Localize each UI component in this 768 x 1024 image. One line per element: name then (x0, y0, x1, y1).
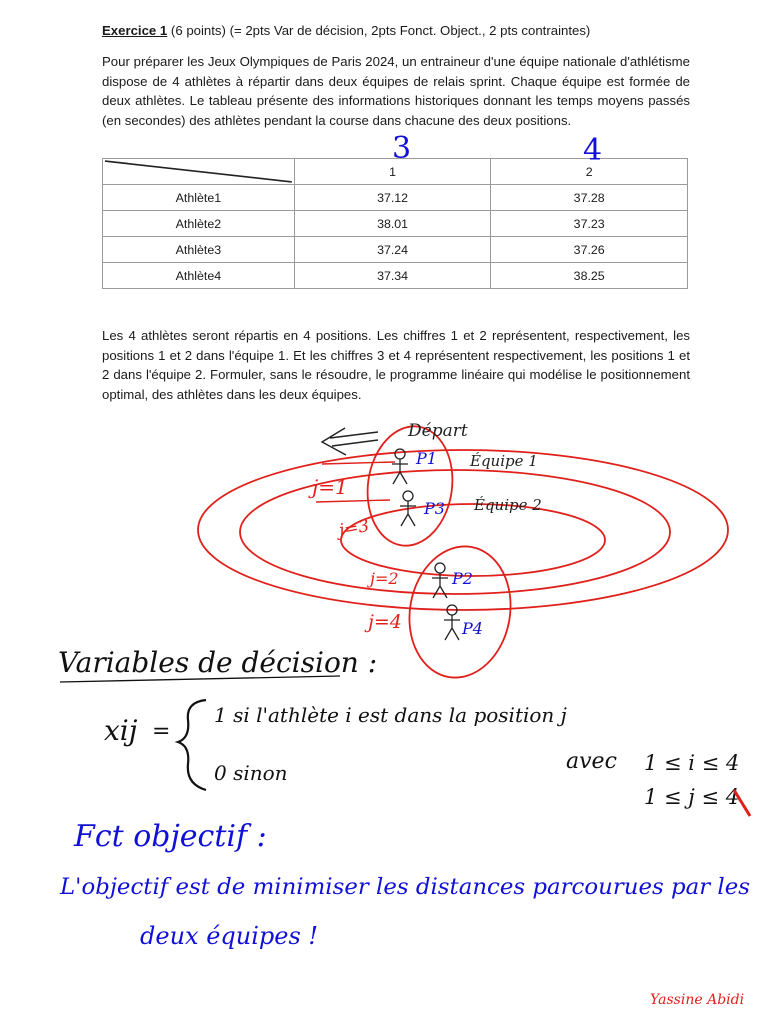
track-center-oval (341, 504, 605, 576)
team2-circle (399, 538, 520, 685)
objective-line-1: L'objectif est de minimiser les distances parcourues par les (58, 875, 751, 900)
time-pos1: 37.24 (294, 237, 491, 263)
j1-label: j=1 (312, 475, 348, 499)
athlete-figures (392, 449, 460, 640)
variables-title: Variables de décision : (58, 646, 378, 679)
case-zero: 0 sinon (214, 761, 288, 785)
time-pos1: 37.12 (294, 185, 491, 211)
question-paragraph: Les 4 athlètes seront répartis en 4 positions. Les chiffres 1 et 2 représentent, respectivement, les positions 1 et 2 dans l'équipe 1. Et les chiffres 3 et 4 représentent respectivement, les positions 1 et 2 dans l'équipe 2. Formuler, sans le résoudre, le programme linéaire qui modélise le positionnement optimal, des athlètes dans les deux équipes. (102, 328, 690, 402)
signature: Yassine Abidi (650, 992, 745, 1008)
athlete-name: Athlète1 (103, 185, 295, 211)
j2-label: j=2 (370, 569, 399, 588)
exercise-points: (6 points) (= 2pts Var de décision, 2pts Fonct. Object., 2 pts contraintes) (167, 23, 591, 38)
j3-label: j=3 (337, 515, 371, 541)
time-pos2: 37.28 (491, 185, 688, 211)
j4-label: j=4 (368, 611, 402, 633)
start-arrow-icon (322, 428, 378, 455)
time-pos1: 38.01 (294, 211, 491, 237)
objective-line-2: deux équipes ! (140, 922, 319, 950)
table-header-cell: 1 (294, 159, 491, 185)
p1-label: P1 (416, 449, 437, 468)
col-note-3: 3 (392, 131, 412, 166)
p2-label: P2 (452, 569, 473, 588)
p4-label: P4 (462, 619, 483, 638)
time-pos2: 37.26 (491, 237, 688, 263)
time-pos1: 37.34 (294, 263, 491, 289)
xij-symbol: xij (104, 714, 138, 747)
equipe2-label: Équipe 2 (474, 496, 542, 514)
brace-icon (178, 700, 206, 790)
intro-paragraph: Pour préparer les Jeux Olympiques de Paris 2024, un entraineur d'une équipe nationale d'athlétisme dispose de 4 athlètes à répartir dans deux équipes de relais sprint. Chaque équipe est formée de deux athlètes. Le tableau présente des informations historiques donnant les temps moyens passés (en secondes) des athlètes pendant la course dans chacune des deux positions. (102, 54, 690, 128)
table-header-cell: 2 (491, 159, 688, 185)
depart-label: Départ (408, 421, 468, 441)
time-pos2: 38.25 (491, 263, 688, 289)
runner-icon (392, 449, 408, 484)
p3-label: P3 (424, 499, 445, 518)
col-note-4: 4 (583, 133, 603, 168)
runner-icon (432, 563, 448, 598)
case-one: 1 si l'athlète i est dans la position j (214, 703, 567, 727)
time-pos2: 37.23 (491, 211, 688, 237)
athlete-name: Athlète3 (103, 237, 295, 263)
equipe1-label: Équipe 1 (470, 452, 538, 470)
equals-sign: = (152, 719, 171, 744)
avec-label: avec (566, 749, 617, 774)
exercise-name: Exercice 1 (102, 23, 168, 38)
range-j: 1 ≤ j ≤ 4 (644, 785, 740, 809)
range-i: 1 ≤ i ≤ 4 (644, 751, 740, 775)
athlete-name: Athlète4 (103, 263, 295, 289)
athlete-name: Athlète2 (103, 211, 295, 237)
objective-title: Fct objectif : (74, 819, 267, 854)
